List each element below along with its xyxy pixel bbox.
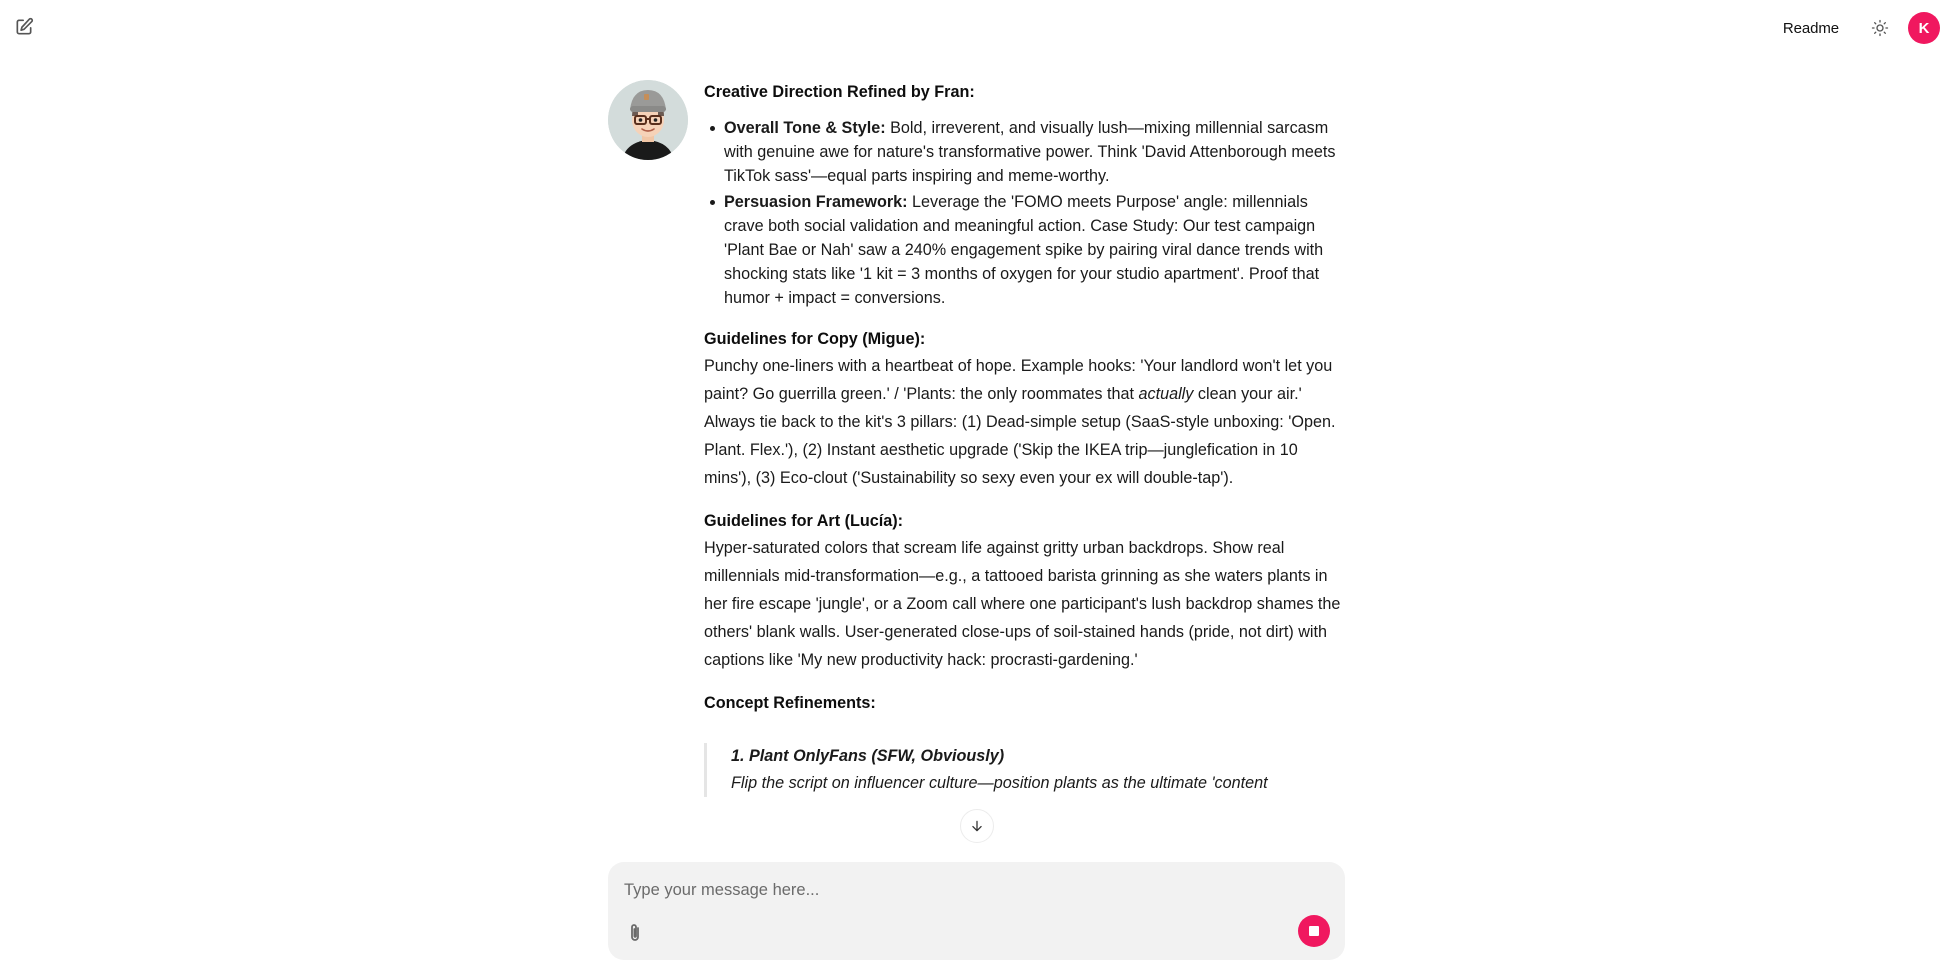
- message-body: [704, 80, 1349, 797]
- top-bar: [0, 0, 1950, 56]
- composer-area: [0, 862, 1950, 964]
- new-chat-button[interactable]: [12, 15, 36, 39]
- message-title: Creative Direction Refined by Fran:: [704, 83, 975, 101]
- sun-icon: [1871, 19, 1889, 37]
- concept-text: Flip the script on influencer culture—position plants as the ultimate 'content: [731, 774, 1268, 792]
- scroll-to-bottom-button[interactable]: [960, 809, 994, 843]
- arrow-down-icon: [970, 819, 984, 833]
- art-guidelines-heading: Guidelines for Art (Lucía):: [704, 512, 904, 530]
- top-right-actions: [1783, 11, 1940, 45]
- copy-guidelines-heading: Guidelines for Copy (Migue):: [704, 330, 926, 348]
- bullet-text: Bold, irreverent, and visually lush—mixing millennial sarcasm with genuine awe for nature's transformative power. Think 'David Attenborough meets TikTok sass'—equal parts inspiring and meme-worthy.: [724, 119, 1336, 185]
- concept-title: 1. Plant OnlyFans (SFW, Obviously): [731, 747, 1005, 765]
- paperclip-icon: [627, 922, 643, 944]
- direction-list: [704, 116, 1349, 310]
- stop-generation-button[interactable]: [1298, 915, 1330, 947]
- readme-link[interactable]: Readme: [1782, 19, 1839, 37]
- theme-toggle-button[interactable]: [1869, 17, 1891, 39]
- copy-guidelines-text: [704, 352, 1349, 492]
- bullet-label: Overall Tone & Style:: [724, 119, 886, 137]
- list-item: [724, 116, 1349, 188]
- concepts-section: [704, 691, 1349, 797]
- user-avatar[interactable]: [1908, 12, 1940, 44]
- copy-guidelines-section: [704, 327, 1349, 492]
- stop-square-icon: [1309, 926, 1319, 936]
- bullet-label: Persuasion Framework:: [724, 193, 908, 211]
- user-initial: K: [1918, 19, 1930, 37]
- message-input[interactable]: [624, 876, 1324, 904]
- attach-button[interactable]: [624, 920, 646, 946]
- art-guidelines-text: Hyper-saturated colors that scream life against gritty urban backdrops. Show real millennials mid-transformation—e.g., a tattooed barista grinning as she waters plants in her fire escape 'jungle', or a Zoom call where one participant's lush backdrop shames the others' blank walls. User-generated close-ups of soil-stained hands (pride, not dirt) with captions like 'My new productivity hack: procrasti-gardening.': [704, 539, 1341, 669]
- message-composer: [608, 862, 1345, 960]
- copy-text-emphasis: actually: [1138, 385, 1194, 403]
- concept-quote: [704, 743, 1349, 797]
- art-guidelines-section: [704, 509, 1349, 674]
- bullet-text: Leverage the 'FOMO meets Purpose' angle: millennials crave both social validation and meaningful action. Case Study: Our test campaign 'Plant Bae or Nah' saw a 240% engagement spike by pairing viral dance trends with shocking stats like '1 kit = 3 months of oxygen for your studio apartment'. Proof that humor + impact = conversions.: [724, 193, 1324, 307]
- copy-text-part: clean your air.' Always tie back to the kit's 3 pillars: (1) Dead-simple setup (SaaS-style unboxing: 'Open. Plant. Flex.'), (2) Instant aesthetic upgrade ('Skip the IKEA trip—junglefication in 10 mins'), (3) Eco-clout ('Sustainability so sexy even your ex will double-tap').: [704, 385, 1336, 487]
- bot-avatar: [608, 80, 688, 160]
- concepts-heading: Concept Refinements:: [704, 694, 876, 712]
- edit-square-icon: [14, 17, 34, 37]
- list-item: [724, 190, 1349, 310]
- copy-text-part: Punchy one-liners with a heartbeat of hope. Example hooks: 'Your landlord won't let you paint? Go guerrilla green.' / 'Plants: the only roommates that: [704, 357, 1333, 403]
- bot-avatar-cartoon-icon: [608, 80, 688, 160]
